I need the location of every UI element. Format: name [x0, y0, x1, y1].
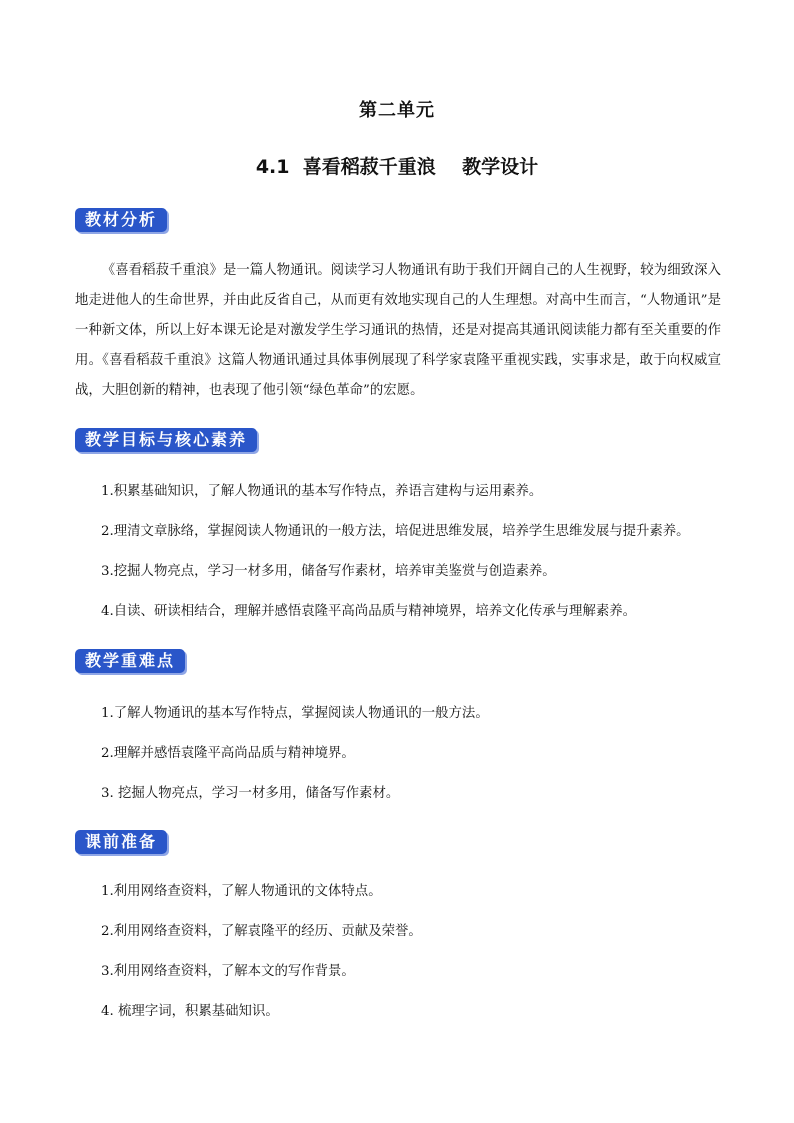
preparation-list [101, 882, 741, 1042]
goal-item: 4.自读、研读相结合，理解并感悟袁隆平高尚品质与精神境界，培养文化传承与理解素养。 [101, 604, 637, 619]
key-point-item: 1.了解人物通讯的基本写作特点，掌握阅读人物通讯的一般方法。 [101, 706, 489, 721]
preparation-item: 1.利用网络查资料，了解人物通讯的文体特点。 [101, 884, 382, 899]
goal-item: 3.挖掘人物亮点，学习一材多用，储备写作素材，培养审美鉴赏与创造素养。 [101, 564, 556, 579]
key-points-list [101, 704, 741, 824]
goal-item: 2.理清文章脉络，掌握阅读人物通讯的一般方法，培促进思维发展，培养学生思维发展与提升素养。 [101, 524, 690, 539]
goals-list [101, 482, 741, 642]
preparation-item: 4. 梳理字词，积累基础知识。 [101, 1004, 279, 1019]
section-heading-analysis: 教材分析 [75, 208, 167, 232]
section-heading-preparation: 课前准备 [75, 830, 167, 854]
analysis-paragraph: 《喜看稻菽千重浪》是一篇人物通讯。阅读学习人物通讯有助于我们开阔自己的人生视野，较为细致深入地走进他人的生命世界，并由此反省自己，从而更有效地实现自己的人生理想。对高中生而言，“人物通讯”是一种新文体，所以上好本课无论是对激发学生学习通讯的热情，还是对提高其通讯阅读能力都有至关重要的作用。《喜看稻菽千重浪》这篇人物通讯通过具体事例展现了科学家袁隆平重视实践，实事求是，敢于向权威宣战，大胆创新的精神，也表现了他引领“绿色革命”的宏愿。 [75, 263, 721, 398]
key-point-item: 2.理解并感悟袁隆平高尚品质与精神境界。 [101, 746, 355, 761]
lesson-title: 4.1 喜看稻菽千重浪 教学设计 [255, 156, 539, 178]
preparation-item: 3.利用网络查资料，了解本文的写作背景。 [101, 964, 355, 979]
section-heading-key-points: 教学重难点 [75, 649, 185, 673]
section-heading-goals: 教学目标与核心素养 [75, 428, 257, 452]
goal-item: 1.积累基础知识，了解人物通讯的基本写作特点，养语言建构与运用素养。 [101, 484, 543, 499]
preparation-item: 2.利用网络查资料，了解袁隆平的经历、贡献及荣誉。 [101, 924, 422, 939]
unit-title: 第二单元 [359, 100, 435, 121]
key-point-item: 3. 挖掘人物亮点，学习一材多用，储备写作素材。 [101, 786, 400, 801]
